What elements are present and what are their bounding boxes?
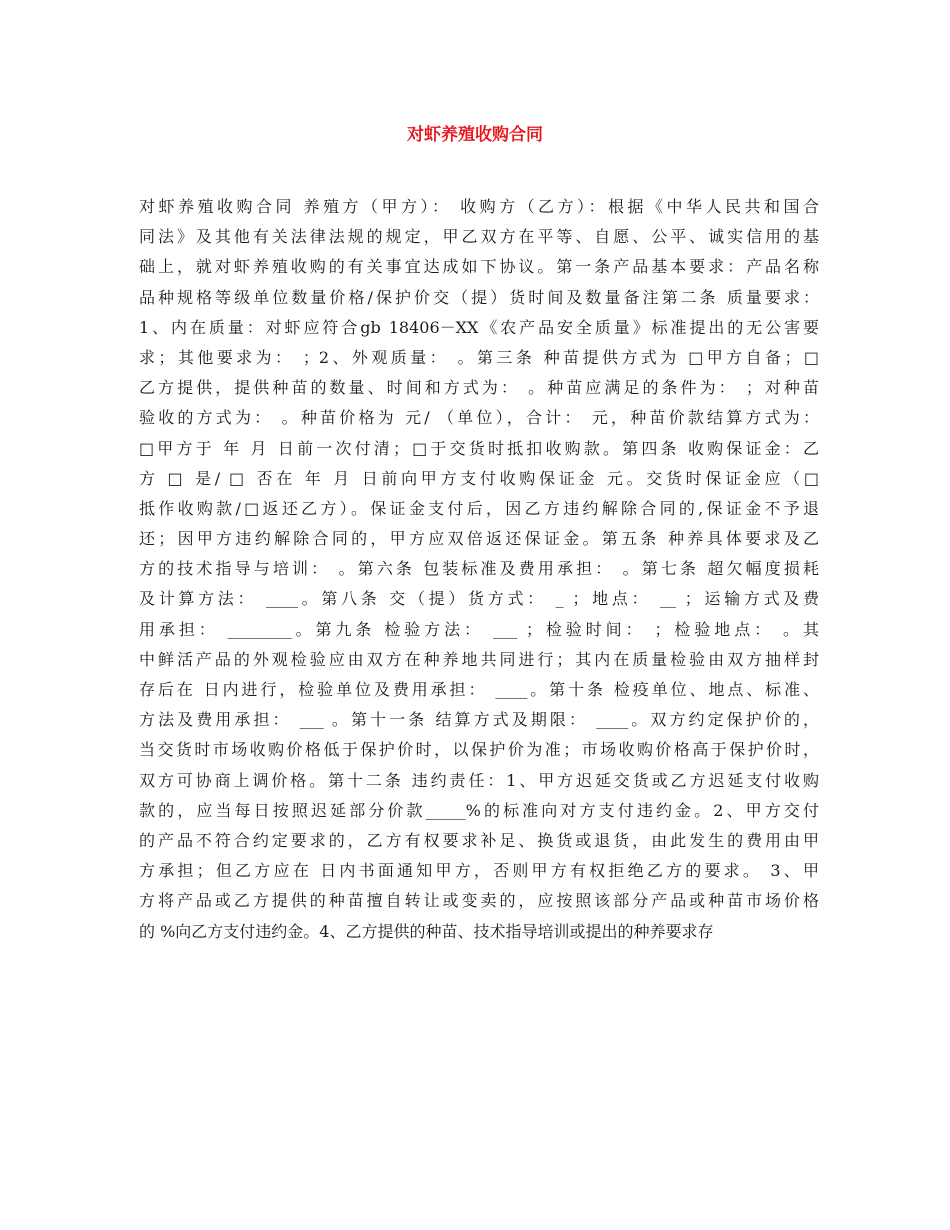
body-line: 方承担；但乙方应在 日内书面通知甲方，否则甲方有权拒绝乙方的要求。 3、甲	[139, 861, 819, 881]
body-line: 础上，就对虾养殖收购的有关事宜达成如下协议。第一条产品基本要求：产品名称	[139, 257, 819, 277]
body-line: 抵作收购款/□返还乙方）。保证金支付后，因乙方违约解除合同的,保证金不予退	[139, 498, 819, 518]
body-line: 当交货时市场收购价格低于保护价时，以保护价为准；市场收购价格高于保护价时，	[139, 740, 819, 760]
body-line: 双方可协商上调价格。第十二条 违约责任：1、甲方迟延交货或乙方迟延支付收购	[139, 770, 819, 790]
body-line: □甲方于 年 月 日前一次付清；□于交货时抵扣收购款。第四条 收购保证金：乙	[139, 438, 819, 458]
body-line: 的 %向乙方支付违约金。4、乙方提供的种苗、技术指导培训或提出的种养要求存	[139, 921, 714, 941]
body-line: 的产品不符合约定要求的，乙方有权要求补足、换货或退货，由此发生的费用由甲	[139, 830, 819, 850]
body-line: 方 □ 是/ □ 否在 年 月 日前向甲方支付收购保证金 元。交货时保证金应（□	[139, 468, 819, 488]
body-line: 存后在 日内进行，检验单位及费用承担： ____。第十条 检疫单位、地点、标准、	[139, 680, 819, 699]
body-line: 方将产品或乙方提供的种苗擅自转让或变卖的，应按照该部分产品或种苗市场价格	[139, 891, 819, 911]
body-line: 用承担： ________。第九条 检验方法： ___ ；检验时间： ；检验地点： 。其	[139, 619, 819, 639]
body-line: 中鲜活产品的外观检验应由双方在种养地共同进行；其内在质量检验由双方抽样封	[139, 649, 819, 669]
body-line: 验收的方式为： 。种苗价格为 元/ （单位），合计： 元，种苗价款结算方式为：	[139, 408, 819, 428]
body-line: 品种规格等级单位数量价格/保护价交（提）货时间及数量备注第二条 质量要求：	[139, 287, 819, 307]
body-line: 求；其他要求为： ；2、外观质量： 。第三条 种苗提供方式为 □甲方自备；□	[139, 347, 819, 367]
document-title: 对虾养殖收购合同	[407, 125, 543, 145]
body-line: 还；因甲方违约解除合同的，甲方应双倍返还保证金。第五条 种养具体要求及乙	[139, 529, 819, 549]
body-line: 方法及费用承担： ___ 。第十一条 结算方式及期限： ____。双方约定保护价的，	[139, 710, 819, 730]
body-line: 方的技术指导与培训： 。第六条 包装标准及费用承担： 。第七条 超欠幅度损耗	[139, 559, 819, 579]
body-line: 款的，应当每日按照迟延部分价款_____%的标准向对方支付违约金。2、甲方交付	[139, 800, 819, 820]
body-line: 及计算方法： ____。第八条 交（提）货方式： _ ；地点： __ ；运输方式及费	[139, 589, 819, 609]
body-line: 1、内在质量：对虾应符合gb 18406－XX《农产品安全质量》标准提出的无公害要	[139, 317, 819, 337]
contract-body	[139, 192, 819, 947]
body-line: 同法》及其他有关法律法规的规定，甲乙双方在平等、自愿、公平、诚实信用的基	[139, 227, 819, 247]
body-line: 乙方提供，提供种苗的数量、时间和方式为： 。种苗应满足的条件为： ；对种苗	[139, 378, 819, 398]
body-line: 对虾养殖收购合同 养殖方（甲方）： 收购方（乙方）：根据《中华人民共和国合	[139, 197, 819, 216]
